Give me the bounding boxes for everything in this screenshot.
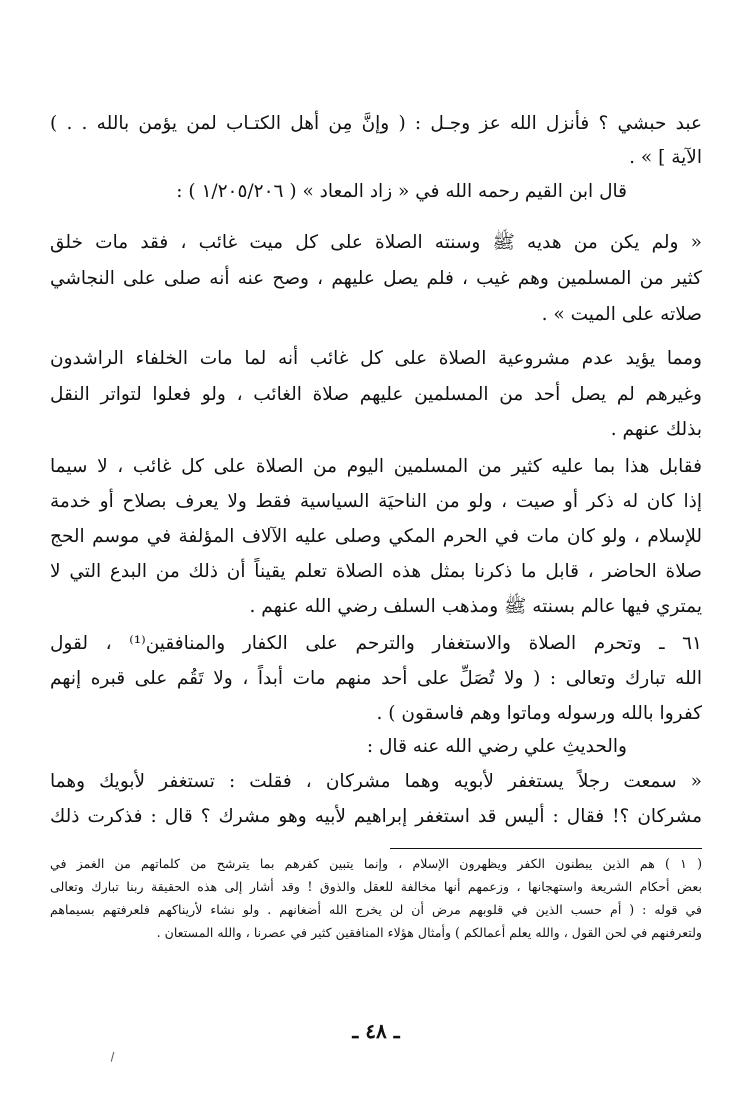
body-line-11: إذا كان له ذكر أو صيت ، ولو من الناحيَة السياسية فقط ولا يعرف بصلاح أو خدمة: [50, 491, 702, 512]
page-number: ـ ٤٨ ـ: [352, 1019, 400, 1043]
body-line-7: ومما يؤيد عدم مشروعية الصلاة على كل غائب أنه لما مات الخلفاء الراشدون: [50, 348, 702, 369]
footnote-line-4: ولتعرفنهم في لحن القول ، والله يعلم أعمالكم ) وأمثال هؤلاء المنافقين كثير في عصرنا ، والله المستعان .: [156, 925, 702, 940]
footnote-separator: [390, 848, 702, 849]
scan-mark: [111, 1052, 116, 1062]
body-line-4: « ولم يكن من هديه ﷺ وسنته الصلاة على كل ميت غائب ، فقد مات خلق: [50, 232, 702, 253]
body-line-12: للإسلام ، ولو كان مات في الحرم المكي وصلى عليه الآلاف المؤلفة في موسم الحج: [50, 526, 702, 547]
body-line-17: كفروا بالله ورسوله وماتوا وهم فاسقون ) .: [376, 703, 702, 724]
body-line-19: « سمعت رجلاً يستغفر لأبويه وهما مشركان ، فقلت : تستغفر لأبويك وهما: [50, 771, 702, 792]
body-line-1: عبد حبشي ؟ فأنزل الله عز وجـل : ( وإنَّ مِن أهل الكتـاب لمن يؤمن بالله . . ): [50, 113, 702, 134]
body-line-16: الله تبارك وتعالى : ( ولا تُصَلِّ على أحد منهم مات أبداً ، ولا تَقُم على قبره إنهم: [50, 668, 702, 689]
footnote-line-1: ( ١ ) هم الذين يبطنون الكفر ويظهرون الإسلام ، وإنما يتبين كفرهم بما يترشح من كلماتهم من الغمز في: [50, 856, 702, 871]
body-line-9: بذلك عنهم .: [610, 419, 702, 440]
body-line-2: الآية ] » .: [629, 147, 702, 168]
body-line-13: صلاة الحاضر ، قابل ما ذكرنا بمثل هذه الصلاة تعلم يقيناً أن ذلك من البدع التي لا: [50, 561, 702, 582]
footnote-line-2: بعض أحكام الشريعة واستهجانها ، وزعمهم أنها مخالفة للعقل والذوق ! وقد أشار إلى هذه الحقيقة ربنا تبارك وتعالى: [50, 879, 702, 894]
body-line-6: صلاته على الميت » .: [541, 304, 702, 325]
body-line-18: والحديثِ علي رضي الله عنه قال :: [366, 736, 627, 757]
body-line-20: مشركان ؟! فقال : أليس قد استغفر إبراهيم لأبيه وهو مشرك ؟ قال : فذكرت ذلك: [50, 806, 702, 827]
body-line-8: وغيرهم لم يصل أحد من المسلمين عليهم صلاة الغائب ، ولو فعلوا لتواتر النقل: [50, 384, 702, 405]
body-line-5: كثير من المسلمين وهم غيب ، فلم يصل عليهم ، وصح عنه أنه صلى على النجاشي: [50, 268, 702, 289]
body-line-15: ٦١ ـ وتحرم الصلاة والاستغفار والترحم على الكفار والمنافقين⁽¹⁾ ، لقول: [50, 633, 702, 654]
body-line-10: فقابل هذا بما عليه كثير من المسلمين اليوم من الصلاة على كل غائب ، لا سيما: [50, 456, 702, 477]
body-line-14: يمتري فيها عالم بسنته ﷺ ومذهب السلف رضي الله عنهم .: [249, 596, 702, 617]
footnote-line-3: في قوله : ( أم حسب الذين في قلوبهم مرض أن لن يخرج الله أضغانهم . ولو نشاء لأريناكهم فلعرفتهم بسيماهم: [50, 902, 702, 917]
body-line-3: قال ابن القيم رحمه الله في « زاد المعاد » ( ١/٢٠٥/٢٠٦ ) :: [176, 181, 627, 202]
